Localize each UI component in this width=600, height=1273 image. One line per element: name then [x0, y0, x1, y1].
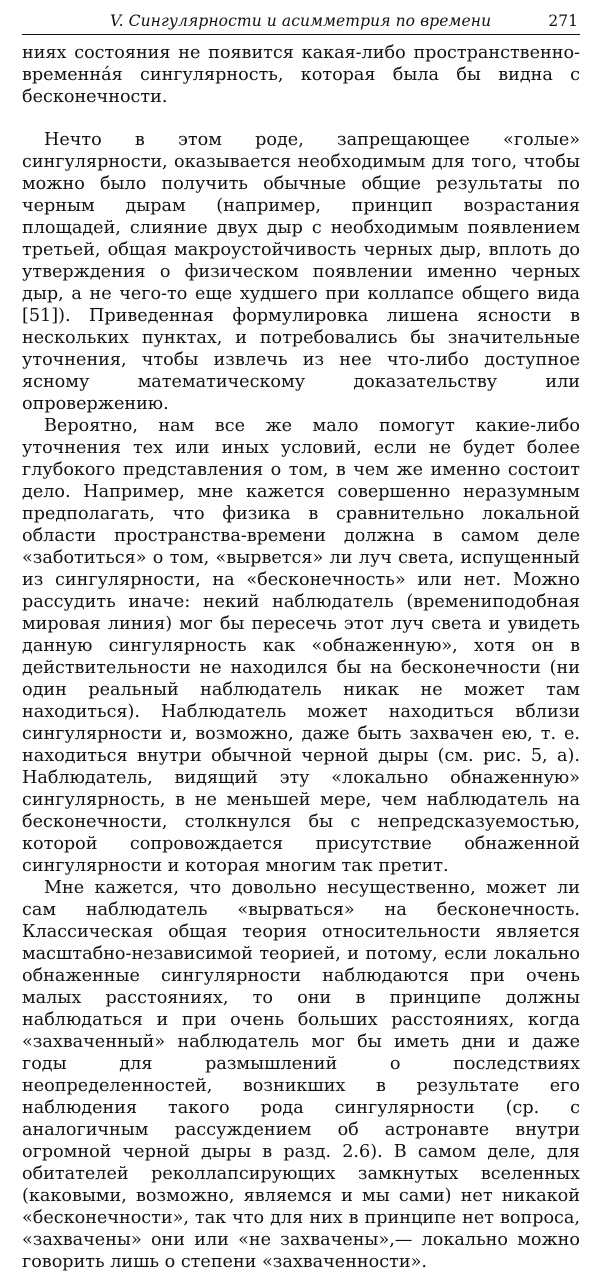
- paragraph-scale-independence: Мне кажется, что довольно несущественно, может ли сам наблюдатель «вырваться» на бесконечность. Классическая общая теория относительности является масштабно-независимой теорией, и потому, если локально обнаженные сингулярности наблюдаются при очень малых расстояниях, то они в принципе должны наблюдаться и при очень больших расстояниях, когда «захваченный» наблюдатель мог бы иметь дни и даже годы для размышлений о последствиях неопределенностей, возникших в результате его наблюдения такого рода сингулярности (ср. с аналогичным рассуждением об астронавте внутри огромной черной дыры в разд. 2.6). В самом деле, для обитателей реколлапсирующих замкнутых вселенных (каковыми, возможно, являемся и мы сами) нет никакой «бесконечности», так что для них в принципе нет вопроса, «захвачены» они или «не захвачены»,— локально можно говорить лишь о степени «захваченности».: [22, 878, 580, 1272]
- paragraph-naked-singularities: Нечто в этом роде, запрещающее «голые» сингулярности, оказывается необходимым для того, чтобы можно было получить обычные общие результаты по черным дырам (например, принцип возрастания площадей, слияние двух дыр с необходимым появлением третьей, общая макроустойчивость черных дыр, вплоть до утверждения о физическом появлении именно черных дыр, а не чего-то еще худшего при коллапсе общего вида [51]). Приведенная формулировка лишена ясности в нескольких пунктах, и потребовались бы значительные уточнения, чтобы извлечь из нее что-либо доступное ясному математическому доказательству или опровержению.: [22, 130, 580, 414]
- page-number: 271: [548, 12, 578, 30]
- paragraph-continuation: ниях состояния не появится какая-либо пространственно-временна́я сингулярность, которая была бы видна с бесконечности.: [22, 43, 580, 107]
- running-head: V. Сингулярности и асимметрия по времени: [110, 12, 492, 30]
- paragraph-local-observer: Вероятно, нам все же мало помогут какие-либо уточнения тех или иных условий, если не будет более глубокого представления о том, в чем же именно состоит дело. Например, мне кажется совершенно неразумным предполагать, что физика в сравнительно локальной области пространства-времени должна в самом деле «заботиться» о том, «вырвется» ли луч света, испущенный из сингулярности, на «бесконечность» или нет. Можно рассудить иначе: некий наблюдатель (времениподобная мировая линия) мог бы пересечь этот луч света и увидеть данную сингулярность как «обнаженную», хотя он в действительности не находился бы на бесконечности (ни один реальный наблюдатель никак не может там находиться). Наблюдатель может находиться вблизи сингулярности и, возможно, даже быть захвачен ею, т. е. находиться внутри обычной черной дыры (см. рис. 5, а). Наблюдатель, видящий эту «локально обнаженную» сингулярность, в не меньшей мере, чем наблюдатель на бесконечности, столкнулся бы с непредсказуемостью, которой сопровождается присутствие обнаженной сингулярности и которая многим так претит.: [22, 416, 580, 876]
- header-rule: [22, 34, 580, 35]
- page-body: [22, 42, 580, 1273]
- page-header: [22, 8, 580, 34]
